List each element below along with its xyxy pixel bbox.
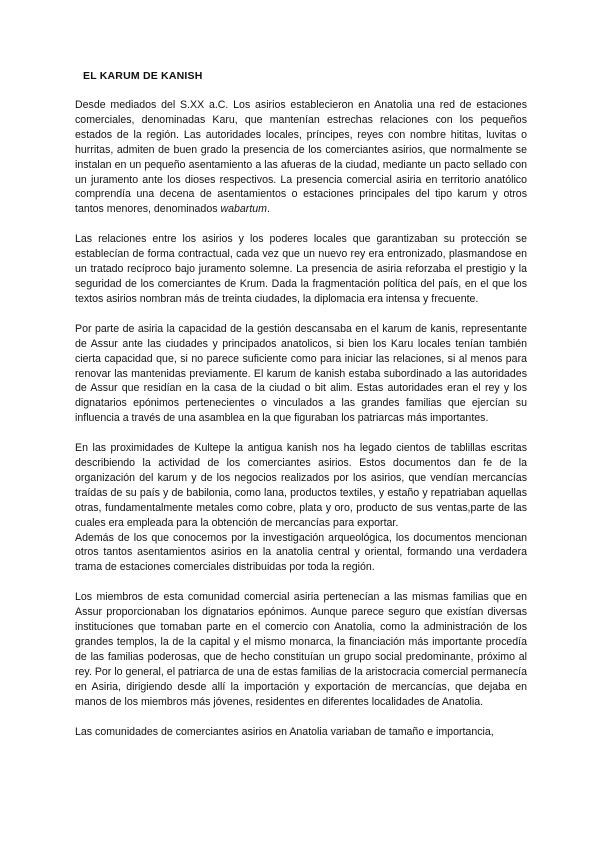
document-title: EL KARUM DE KANISH [83, 70, 203, 82]
paragraph-6: Los miembros de esta comunidad comercial asiria pertenecían a las mismas familias que en Assur proporcionaban los dignatarios epónimos. Aunque parece seguro que existían diversas instituciones que tomaban parte en el comercio con Anatolia, como la administración de los grandes templos, la de la capital y el mismo monarca, la financiación más importante procedía de las familias poderosas, que de hecho constituían un grupo social predominante, próximo al rey. Por lo general, el patriarca de una de estas familias de la aristocracia comercial permanecía en Asiria, dirigiendo desde allí la importación y exportación de mercancías, que dejaba en manos de los miembros más jóvenes, residentes en diferentes localidades de Anatolia. [75, 591, 527, 708]
paragraph-1-text: Desde mediados del S.XX a.C. Los asirios establecieron en Anatolia una red de estaciones comerciales, denominadas Karu, que mantenían estrechas relaciones con los pequeños estados de la región. Las autoridades locales, príncipes, reyes con nombre hititas, luvitas o hurritas, admiten de buen grado la presencia de los comerciantes asirios, que normalmente se instalan en un pequeño asentamiento a las afueras de la ciudad, mediante un pacto sellado con un juramento ante los dioses respectivos. La presencia comercial asiria en territorio anatólico comprendía una decena de asentamientos o estaciones principales del tipo karum y otros tantos menores, denominados [75, 99, 527, 216]
paragraph-1 [75, 98, 527, 217]
paragraph-2: Las relaciones entre los asirios y los poderes locales que garantizaban su protección se establecían de forma contractual, cada vez que un nuevo rey era entronizado, plasmandose en un tratado recíproco bajo juramento solemne. La presencia de asiria reforzaba el prestigio y la seguridad de los comerciantes de Krum. Dada la fragmentación política del país, en el que los textos asirios nombran más de treinta ciudades, la diplomacia era intensa y frecuente. [75, 233, 527, 305]
document-body [75, 98, 527, 739]
paragraph-4: En las proximidades de Kultepe la antigua kanish nos ha legado cientos de tablillas escritas describiendo la actividad de los comerciantes asirios. Estos documentos dan fe de la organización del karum y de los negocios realizados por los asirios, que vendían mercancías traídas de su país y de babilonia, como lana, productos textiles, y estaño y repatriaban aquellas otras, fundamentalmente metales como cobre, plata y oro, producto de sus ventas,parte de las cuales era empleada para la obtención de mercancías para exportar. [75, 442, 527, 529]
paragraph-3: Por parte de asiria la capacidad de la gestión descansaba en el karum de kanis, representante de Assur ante las ciudades y principados anatolicos, si bien los Karu locales tenían también cierta capacidad que, si no parece suficiente como para iniciar las relaciones, si al menos para renovar las mantenidas previamente. El karum de kanish estaba subordinado a las autoridades de Assur que residían en la casa de la ciudad o bit alim. Estas autoridades eran el rey y los dignatarios epónimos pertenecientes o vinculados a las grandes familias que ejercían su influencia a través de una asamblea en la que figuraban los patriarcas más importantes. [75, 322, 527, 425]
paragraph-1-end: . [266, 203, 270, 216]
paragraph-7: Las comunidades de comerciantes asirios en Anatolia variaban de tamaño e importancia, [75, 725, 494, 738]
paragraph-5: Además de los que conocemos por la investigación arqueológica, los documentos mencionan otros tantos asentamientos asirios en la anatolia central y oriental, formando una verdadera trama de estaciones comerciales distribuidas por toda la región. [75, 531, 527, 574]
paragraph-1-italic-term: wabartum [220, 203, 267, 216]
